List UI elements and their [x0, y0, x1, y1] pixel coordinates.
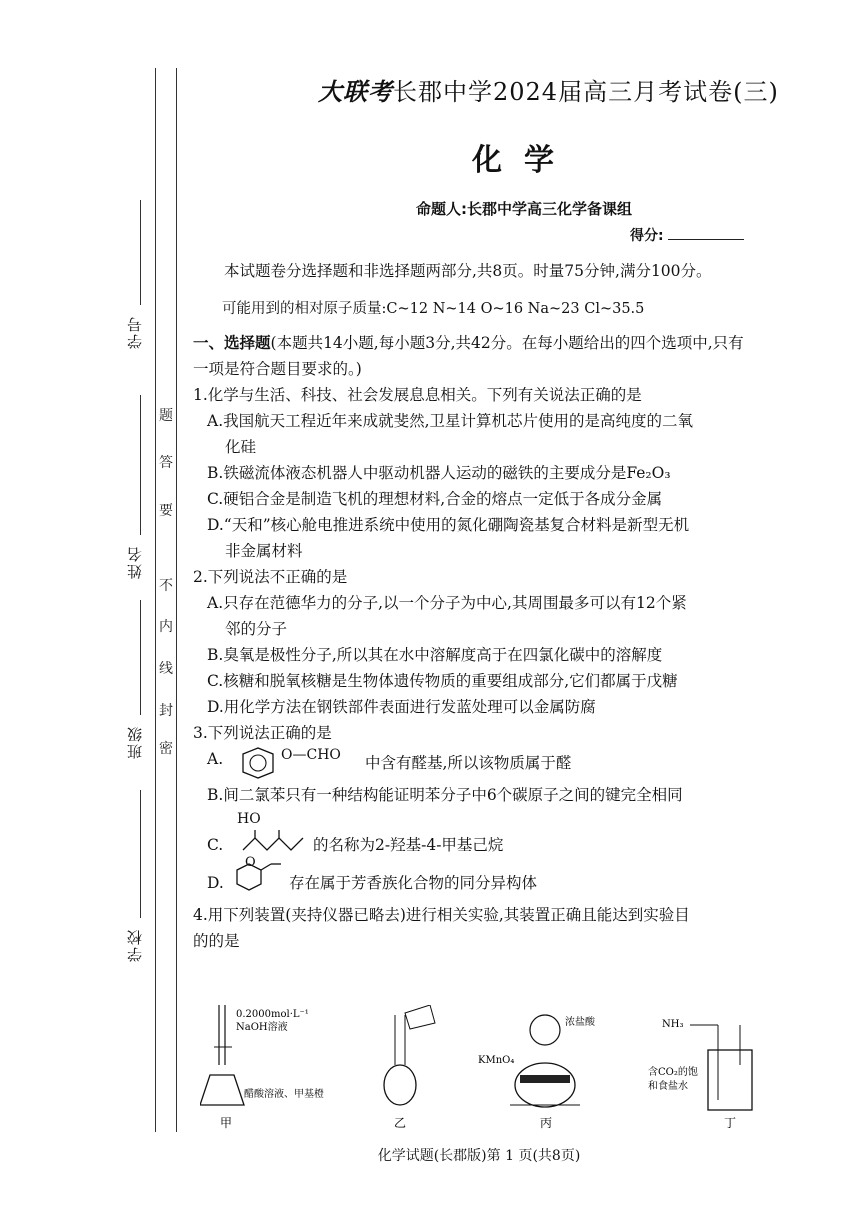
q2-option-c: C.核糖和脱氧核糖是生物体遗传物质的重要组成部分,它们都属于戊糖 [207, 672, 678, 690]
seal-char: 不 [159, 578, 173, 594]
section-heading [193, 330, 753, 382]
q4-stem: 4.用下列装置(夹持仪器已略去)进行相关实验,其装置正确且能达到实验目 [193, 906, 690, 924]
seal-char: 要 [159, 503, 173, 519]
q3-option-d [193, 855, 753, 902]
exam-header [318, 72, 779, 107]
q1-option-b: B.铁磁流体液态机器人中驱动机器人运动的磁铁的主要成分是Fe₂O₃ [207, 464, 671, 482]
jia-flask-label: 醋酸溶液、甲基橙 [244, 1089, 324, 1100]
brand-logo-text: 大联考 [318, 77, 393, 106]
binding-line-inner [176, 68, 177, 1132]
q3-a-text: 中含有醛基,所以该物质属于醛 [365, 754, 572, 772]
school-blank [140, 790, 141, 918]
q1-option-d-cont: 非金属材料 [225, 542, 303, 560]
bing-kmno4-label: KMnO₄ [478, 1055, 515, 1066]
section-desc: (本题共14小题,每小题3分,共42分。在每小题给出的四个选项中,只有一项是符合题目要求的。) [193, 334, 744, 378]
author-line: 命题人:长郡中学高三化学备课组 [415, 200, 632, 218]
jia-reagent-label-1: 0.2000mol·L⁻¹ [236, 1009, 309, 1020]
name-blank [140, 395, 141, 535]
class-blank [140, 600, 141, 715]
q2-option-a-cont: 邻的分子 [225, 620, 288, 638]
q3-option-b: B.间二氯苯只有一种结构能证明苯分子中6个碳原子之间的键完全相同 [207, 786, 683, 804]
seal-char: 线 [159, 661, 173, 677]
q1-option-d: D.“天和”核心舱电推进系统中使用的氮化硼陶瓷基复合材料是新型无机 [207, 516, 690, 534]
q1-option-a: A.我国航天工程近年来成就斐然,卫星计算机芯片使用的是高纯度的二氧 [207, 412, 694, 430]
q2-option-a: A.只存在范德华力的分子,以一个分子为中心,其周围最多可以有12个紧 [207, 594, 687, 612]
ding-solution-label-1: 含CO₂的饱 [648, 1067, 698, 1078]
q1-stem: 1.化学与生活、科技、社会发展息息相关。下列有关说法正确的是 [193, 386, 642, 404]
seal-char: 密 [159, 741, 173, 757]
q3-c-text: 的名称为2-羟基-4-甲基己烷 [313, 836, 504, 854]
side-label-name: 姓名 [126, 545, 144, 579]
seal-char: 题 [159, 408, 173, 424]
q3-option-a [193, 746, 753, 782]
caption-ding: 丁 [724, 1116, 737, 1130]
q3-d-o: O [245, 855, 256, 870]
binding-line-outer [155, 68, 156, 1132]
apparatus-figure [200, 1005, 760, 1130]
q3-c-ho: HO [237, 811, 261, 827]
exam-body [193, 256, 753, 954]
bing-acid-label: 浓盐酸 [565, 1017, 595, 1028]
score-label: 得分: [630, 228, 664, 244]
caption-jia: 甲 [220, 1116, 233, 1130]
jia-reagent-label-2: NaOH溶液 [236, 1022, 288, 1033]
section-title: 一、选择题 [193, 334, 271, 352]
exam-title: 长郡中学2024届高三月考试卷(三) [393, 78, 779, 106]
page-footer: 化学试题(长郡版)第 1 页(共8页) [377, 1148, 581, 1164]
caption-yi: 乙 [394, 1116, 407, 1130]
seal-char: 封 [159, 703, 173, 719]
atomic-masses: 可能用到的相对原子质量:C~12 N~14 O~16 Na~23 Cl~35.5 [222, 301, 645, 317]
intro-text: 本试题卷分选择题和非选择题两部分,共8页。时量75分钟,满分100分。 [224, 262, 712, 280]
score-field [630, 225, 744, 245]
ding-solution-label-2: 和食盐水 [648, 1081, 688, 1092]
q3-d-label: D. [207, 874, 224, 892]
q2-stem: 2.下列说法不正确的是 [193, 568, 348, 586]
score-blank [668, 239, 744, 240]
q4-stem-cont: 的的是 [193, 932, 240, 950]
ding-nh3-label: NH₃ [662, 1019, 684, 1030]
q3-stem: 3.下列说法正确的是 [193, 724, 332, 742]
side-label-class: 班级 [126, 725, 144, 759]
caption-bing: 丙 [540, 1116, 553, 1130]
q2-option-d: D.用化学方法在钢铁部件表面进行发蓝处理可以金属防腐 [207, 698, 596, 716]
q3-c-label: C. [207, 836, 224, 854]
subject-title: 化学 [472, 143, 576, 178]
q3-a-group: O—CHO [281, 747, 341, 763]
q1-option-a-cont: 化硅 [225, 438, 257, 456]
q2-option-b: B.臭氧是极性分子,所以其在水中溶解度高于在四氯化碳中的溶解度 [207, 646, 663, 664]
side-label-id: 学号 [126, 315, 144, 349]
seal-char: 答 [159, 455, 173, 471]
q3-a-label: A. [207, 750, 224, 768]
q1-option-c: C.硬铝合金是制造飞机的理想材料,合金的熔点一定低于各成分金属 [207, 490, 663, 508]
pyran-ring-structure [227, 856, 289, 900]
q3-d-text: 存在属于芳香族化合物的同分异构体 [289, 874, 538, 892]
side-label-school: 学校 [126, 928, 144, 962]
seal-char: 内 [159, 619, 173, 635]
